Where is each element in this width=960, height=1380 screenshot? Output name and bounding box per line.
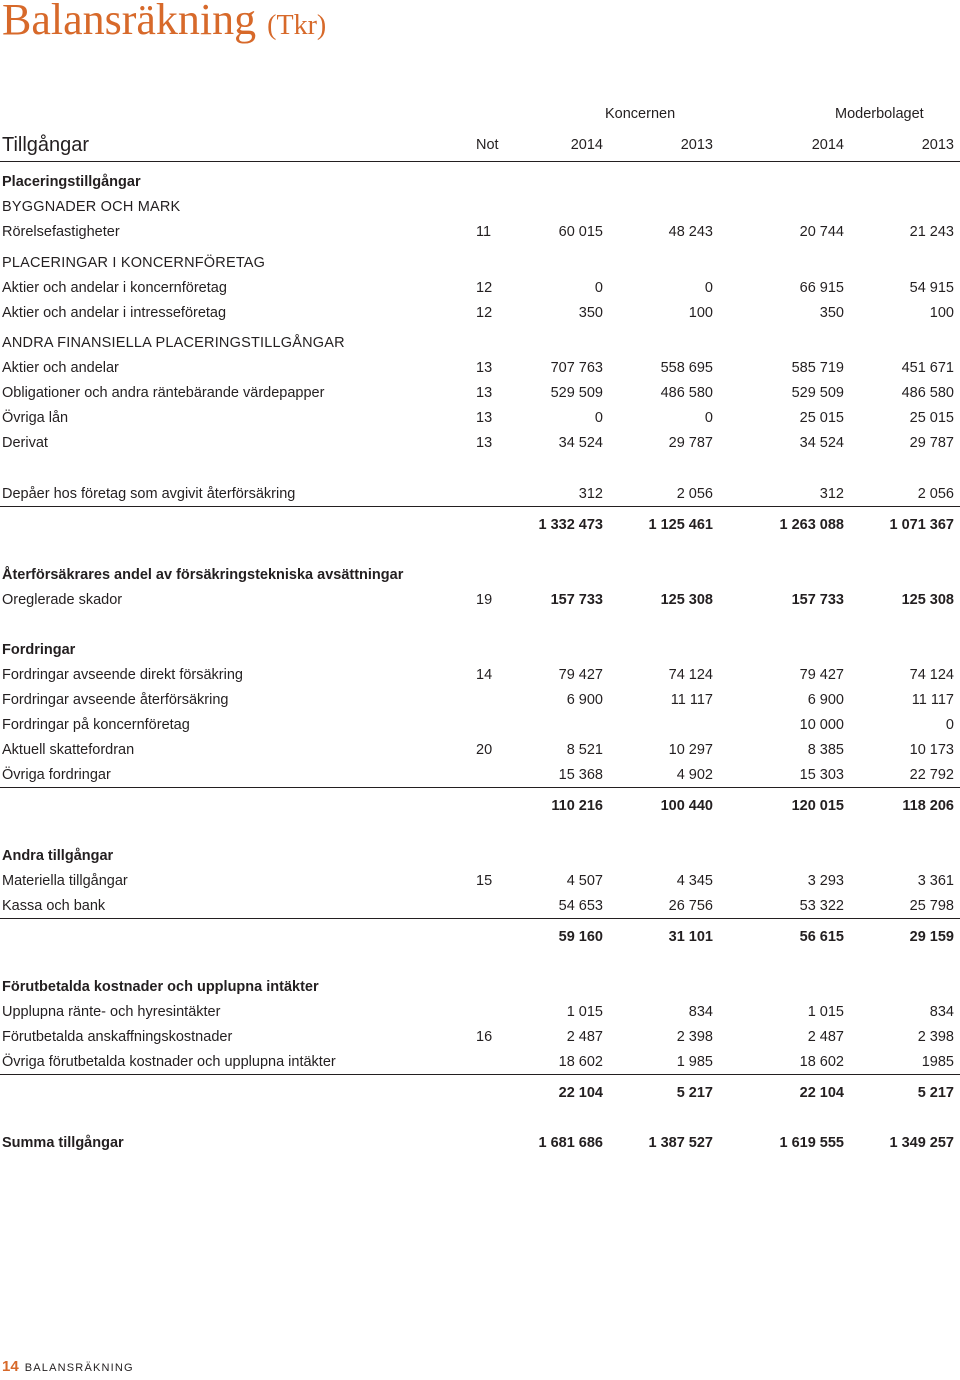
value-moderbolaget-2013: 74 124 [909,667,954,683]
table-row [0,407,960,429]
value-moderbolaget-2014: 6 900 [807,692,844,708]
table-row [0,302,960,324]
group-header-koncernen: Koncernen [605,106,676,122]
value-moderbolaget-2013: 2 398 [917,1029,954,1045]
row-label: Derivat [2,435,48,451]
page-title-text: Balansräkning [2,0,257,44]
page-number: 14 [2,1358,19,1375]
value-moderbolaget-2014: 53 322 [799,898,844,914]
table-row [0,277,960,299]
header-divider [0,161,960,162]
value-koncernen-2014: 15 368 [558,767,603,783]
subtotal-row [0,795,960,817]
subsection-heading-row [0,332,960,354]
subsection-heading-row [0,252,960,274]
value-koncernen-2014: 350 [578,305,603,321]
value-moderbolaget-2013: 1985 [921,1054,954,1070]
row-note: 14 [476,667,493,683]
value-koncernen-2014: 1 681 686 [538,1135,603,1151]
row-label: ANDRA FINANSIELLA PLACERINGSTILLGÅNGAR [2,335,345,351]
value-moderbolaget-2014: 25 015 [799,410,844,426]
row-label: Övriga förutbetalda kostnader och upplupna intäkter [2,1054,336,1070]
value-koncernen-2013: 5 217 [676,1085,713,1101]
value-moderbolaget-2014: 157 733 [791,592,844,608]
row-label: Rörelsefastigheter [2,224,120,240]
value-koncernen-2013: 26 756 [668,898,713,914]
total-row [0,1132,960,1154]
row-label: Återförsäkrares andel av försäkringstekniska avsättningar [2,567,404,583]
value-moderbolaget-2014: 18 602 [799,1054,844,1070]
row-label: Aktuell skattefordran [2,742,135,758]
value-koncernen-2014: 6 900 [566,692,603,708]
row-label: Förutbetalda anskaffningskostnader [2,1029,233,1045]
table-row [0,589,960,611]
row-label: Fordringar på koncernföretag [2,717,190,733]
value-moderbolaget-2014: 1 015 [807,1004,844,1020]
value-moderbolaget-2013: 54 915 [909,280,954,296]
value-koncernen-2014: 79 427 [558,667,603,683]
column-header-koncernen-2014: 2014 [570,137,603,153]
section-heading-row [0,639,960,661]
value-koncernen-2013: 0 [704,280,713,296]
row-note: 15 [476,873,493,889]
section-title-tillgangar: Tillgångar [2,134,90,156]
subsection-heading-row [0,196,960,218]
sum-divider [0,506,960,507]
table-row [0,664,960,686]
row-label: Fordringar avseende direkt försäkring [2,667,243,683]
row-note: 16 [476,1029,493,1045]
row-note: 13 [476,410,493,426]
value-koncernen-2013: 10 297 [668,742,713,758]
value-moderbolaget-2014: 34 524 [799,435,844,451]
row-label: Materiella tillgångar [2,873,128,889]
page-title-unit: (Tkr) [267,10,327,41]
value-koncernen-2014: 312 [578,486,603,502]
value-moderbolaget-2013: 22 792 [909,767,954,783]
column-header-koncernen-2013: 2013 [680,137,713,153]
sum-divider [0,1074,960,1075]
row-label: Aktier och andelar [2,360,119,376]
value-moderbolaget-2014: 1 263 088 [779,517,844,533]
value-moderbolaget-2014: 120 015 [791,798,844,814]
column-header-moderbolaget-2013: 2013 [921,137,954,153]
column-header-row [0,130,960,160]
value-koncernen-2013: 1 985 [676,1054,713,1070]
row-label: Övriga fordringar [2,767,111,783]
value-koncernen-2014: 707 763 [550,360,603,376]
row-note: 13 [476,385,493,401]
table-row [0,689,960,711]
value-moderbolaget-2013: 25 798 [909,898,954,914]
value-moderbolaget-2013: 2 056 [917,486,954,502]
section-heading-row [0,976,960,998]
value-moderbolaget-2013: 1 071 367 [889,517,954,533]
value-koncernen-2014: 1 015 [566,1004,603,1020]
value-koncernen-2013: 31 101 [668,929,713,945]
value-koncernen-2013: 125 308 [660,592,713,608]
value-koncernen-2013: 1 387 527 [648,1135,713,1151]
row-label: Kassa och bank [2,898,106,914]
value-moderbolaget-2014: 22 104 [799,1085,844,1101]
row-note: 20 [476,742,493,758]
section-heading-row [0,564,960,586]
sum-divider [0,787,960,788]
value-koncernen-2013: 100 [688,305,713,321]
value-koncernen-2014: 157 733 [550,592,603,608]
value-koncernen-2014: 2 487 [566,1029,603,1045]
value-moderbolaget-2013: 486 580 [901,385,954,401]
value-moderbolaget-2014: 10 000 [799,717,844,733]
value-moderbolaget-2013: 11 117 [911,692,954,708]
value-koncernen-2014: 18 602 [558,1054,603,1070]
table-row [0,870,960,892]
value-koncernen-2013: 0 [704,410,713,426]
value-koncernen-2014: 0 [594,410,603,426]
value-moderbolaget-2013: 21 243 [909,224,954,240]
row-label: Aktier och andelar i intresseföretag [2,305,227,321]
table-row [0,1051,960,1073]
row-note: 13 [476,435,493,451]
row-label: Upplupna ränte- och hyresintäkter [2,1004,221,1020]
row-label: Depåer hos företag som avgivit återförsäkring [2,486,296,502]
row-label: Summa tillgångar [2,1135,124,1151]
value-koncernen-2014: 60 015 [558,224,603,240]
value-koncernen-2014: 110 216 [551,798,603,814]
subtotal-row [0,1082,960,1104]
row-note: 19 [476,592,493,608]
row-label: Oreglerade skador [2,592,123,608]
row-label: Fordringar avseende återförsäkring [2,692,229,708]
value-moderbolaget-2014: 66 915 [799,280,844,296]
value-koncernen-2013: 11 117 [670,692,713,708]
value-moderbolaget-2014: 79 427 [799,667,844,683]
row-label: PLACERINGAR I KONCERNFÖRETAG [2,255,266,271]
value-koncernen-2014: 4 507 [566,873,603,889]
row-note: 13 [476,360,493,376]
value-moderbolaget-2013: 0 [945,717,954,733]
value-koncernen-2013: 558 695 [660,360,713,376]
value-moderbolaget-2013: 100 [929,305,954,321]
row-label: Övriga lån [2,410,69,426]
value-koncernen-2013: 29 787 [668,435,713,451]
value-moderbolaget-2014: 312 [819,486,844,502]
value-koncernen-2014: 1 332 473 [538,517,603,533]
group-header-moderbolaget: Moderbolaget [835,106,924,122]
value-moderbolaget-2014: 529 509 [791,385,844,401]
value-moderbolaget-2013: 451 671 [901,360,954,376]
table-row [0,714,960,736]
value-moderbolaget-2014: 2 487 [807,1029,844,1045]
table-row [0,483,960,505]
subtotal-row [0,514,960,536]
row-note: 11 [476,224,492,240]
row-label: Placeringstillgångar [2,174,141,190]
value-moderbolaget-2013: 25 015 [909,410,954,426]
value-koncernen-2014: 8 521 [566,742,603,758]
column-header-moderbolaget-2014: 2014 [811,137,844,153]
value-moderbolaget-2013: 29 159 [909,929,954,945]
table-row [0,739,960,761]
table-row [0,382,960,404]
value-koncernen-2014: 0 [594,280,603,296]
value-moderbolaget-2014: 56 615 [799,929,844,945]
value-koncernen-2014: 59 160 [558,929,603,945]
value-moderbolaget-2013: 3 361 [917,873,954,889]
row-label: BYGGNADER OCH MARK [2,199,181,215]
value-koncernen-2014: 22 104 [558,1085,603,1101]
section-heading-row [0,845,960,867]
value-koncernen-2013: 4 345 [676,873,713,889]
value-moderbolaget-2013: 834 [929,1004,954,1020]
value-koncernen-2013: 2 398 [676,1029,713,1045]
value-koncernen-2013: 486 580 [660,385,713,401]
value-koncernen-2014: 54 653 [558,898,603,914]
value-moderbolaget-2014: 585 719 [791,360,844,376]
row-label: Obligationer och andra räntebärande värdepapper [2,385,325,401]
value-koncernen-2014: 529 509 [550,385,603,401]
column-header-not: Not [476,137,499,153]
value-koncernen-2013: 1 125 461 [648,517,713,533]
row-note: 12 [476,280,493,296]
value-koncernen-2013: 100 440 [660,798,713,814]
value-moderbolaget-2014: 350 [819,305,844,321]
value-koncernen-2013: 834 [688,1004,713,1020]
value-moderbolaget-2014: 8 385 [807,742,844,758]
table-row [0,895,960,917]
value-moderbolaget-2013: 125 308 [901,592,954,608]
table-row [0,1026,960,1048]
table-row [0,764,960,786]
subtotal-row [0,926,960,948]
page-title [2,0,326,45]
footer-section-name: BALANSRÄKNING [24,1362,134,1374]
section-heading-row [0,171,960,193]
value-moderbolaget-2013: 118 206 [902,798,954,814]
table-row [0,357,960,379]
value-moderbolaget-2013: 5 217 [917,1085,954,1101]
value-moderbolaget-2014: 3 293 [807,873,844,889]
value-koncernen-2013: 74 124 [668,667,713,683]
value-koncernen-2014: 34 524 [558,435,603,451]
value-moderbolaget-2013: 29 787 [909,435,954,451]
sum-divider [0,918,960,919]
table-row [0,1001,960,1023]
row-label: Andra tillgångar [2,848,114,864]
value-moderbolaget-2014: 1 619 555 [779,1135,844,1151]
row-label: Fordringar [2,642,76,658]
value-moderbolaget-2014: 20 744 [799,224,844,240]
table-row [0,221,960,243]
table-row [0,432,960,454]
page-footer [2,1358,134,1376]
value-moderbolaget-2013: 1 349 257 [889,1135,954,1151]
value-koncernen-2013: 2 056 [676,486,713,502]
value-moderbolaget-2013: 10 173 [909,742,954,758]
value-moderbolaget-2014: 15 303 [799,767,844,783]
row-label: Förutbetalda kostnader och upplupna intäkter [2,979,319,995]
row-label: Aktier och andelar i koncernföretag [2,280,227,296]
value-koncernen-2013: 4 902 [676,767,713,783]
value-koncernen-2013: 48 243 [668,224,713,240]
row-note: 12 [476,305,493,321]
